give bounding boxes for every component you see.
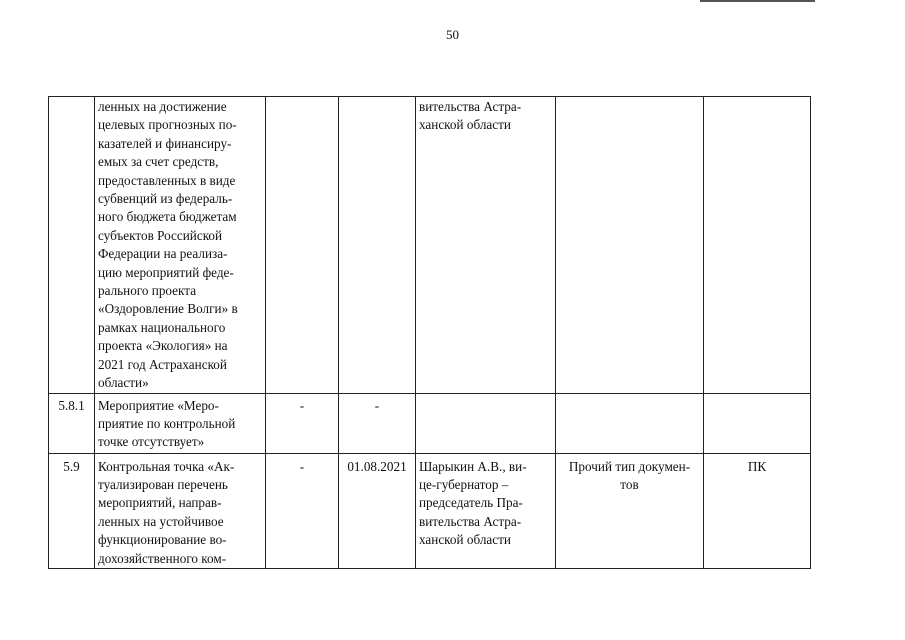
row-number-cell xyxy=(49,97,95,394)
row-name-cell xyxy=(95,97,266,394)
table-row xyxy=(49,393,811,453)
page-number: 50 xyxy=(446,27,459,42)
end-date-cell xyxy=(339,97,416,394)
plan-table xyxy=(48,96,811,569)
doc-type-cell-line: Прочий тип докумен- xyxy=(568,458,691,474)
row-name-cell-line: области» xyxy=(98,375,149,391)
end-date-cell: 01.08.2021 xyxy=(339,453,416,568)
row-name-cell-line: емых за счет средств, xyxy=(98,154,219,170)
row-name-cell-line: приятие по контрольной xyxy=(98,415,236,431)
responsible-cell-line: ханской области xyxy=(419,532,511,548)
responsible-cell-line: председатель Пра- xyxy=(419,495,523,511)
row-name-cell-line: ленных на достижение xyxy=(98,99,227,114)
row-name-cell-line: точке отсутствует» xyxy=(98,434,205,450)
start-date-cell: - xyxy=(266,453,339,568)
doc-type-cell xyxy=(556,97,704,394)
row-number-cell: 5.9 xyxy=(49,453,95,568)
table-row xyxy=(49,453,811,568)
row-name-cell-line: целевых прогнозных по- xyxy=(98,117,237,133)
row-name-cell-line: ного бюджета бюджетам xyxy=(98,209,237,225)
table-row xyxy=(49,97,811,394)
row-name-cell-line: мероприятий, направ- xyxy=(98,495,222,511)
row-name-cell xyxy=(95,453,266,568)
responsible-cell-line: вительства Астра- xyxy=(419,99,522,114)
responsible-cell xyxy=(416,453,556,568)
row-name-cell-line: «Оздоровление Волги» в xyxy=(98,301,238,317)
table-body xyxy=(49,97,811,569)
doc-type-cell xyxy=(556,453,704,568)
responsible-cell xyxy=(416,97,556,394)
row-name-cell-line: 2021 год Астраханской xyxy=(98,356,227,372)
row-name-cell-line: казателей и финансиру- xyxy=(98,135,232,151)
row-name-cell-line: субъектов Российской xyxy=(98,227,223,243)
end-date-cell: - xyxy=(339,393,416,453)
responsible-cell-line: ханской области xyxy=(419,117,511,133)
responsible-cell-line: Шарыкин А.В., ви- xyxy=(419,458,527,474)
row-name-cell-line: Федерации на реализа- xyxy=(98,246,228,262)
row-name-cell-line: дохозяйственного ком- xyxy=(98,550,227,566)
level-cell xyxy=(704,393,811,453)
row-name-cell-line: цию мероприятий феде- xyxy=(98,264,234,280)
row-name-cell-line: предоставленных в виде xyxy=(98,172,236,188)
row-name-cell-line: рамках национального xyxy=(98,319,226,335)
start-date-cell xyxy=(266,97,339,394)
row-number-cell: 5.8.1 xyxy=(49,393,95,453)
level-cell: ПК xyxy=(704,453,811,568)
responsible-cell-line: вительства Астра- xyxy=(419,513,522,529)
row-name-cell-line: ленных на устойчивое xyxy=(98,513,224,529)
start-date-cell: - xyxy=(266,393,339,453)
responsible-cell-line: це-губернатор – xyxy=(419,476,509,492)
row-name-cell-line: проекта «Экология» на xyxy=(98,338,228,354)
row-name-cell xyxy=(95,393,266,453)
row-name-cell-line: Мероприятие «Меро- xyxy=(98,397,219,413)
row-name-cell-line: функционирование во- xyxy=(98,532,227,548)
responsible-cell xyxy=(416,393,556,453)
level-cell xyxy=(704,97,811,394)
row-name-cell-line: туализирован перечень xyxy=(98,476,228,492)
doc-type-cell-line: тов xyxy=(620,476,639,492)
top-edge-mark xyxy=(700,0,815,2)
doc-type-cell xyxy=(556,393,704,453)
row-name-cell-line: рального проекта xyxy=(98,283,197,299)
row-name-cell-line: субвенций из федераль- xyxy=(98,191,233,207)
row-name-cell-line: Контрольная точка «Ак- xyxy=(98,458,235,474)
